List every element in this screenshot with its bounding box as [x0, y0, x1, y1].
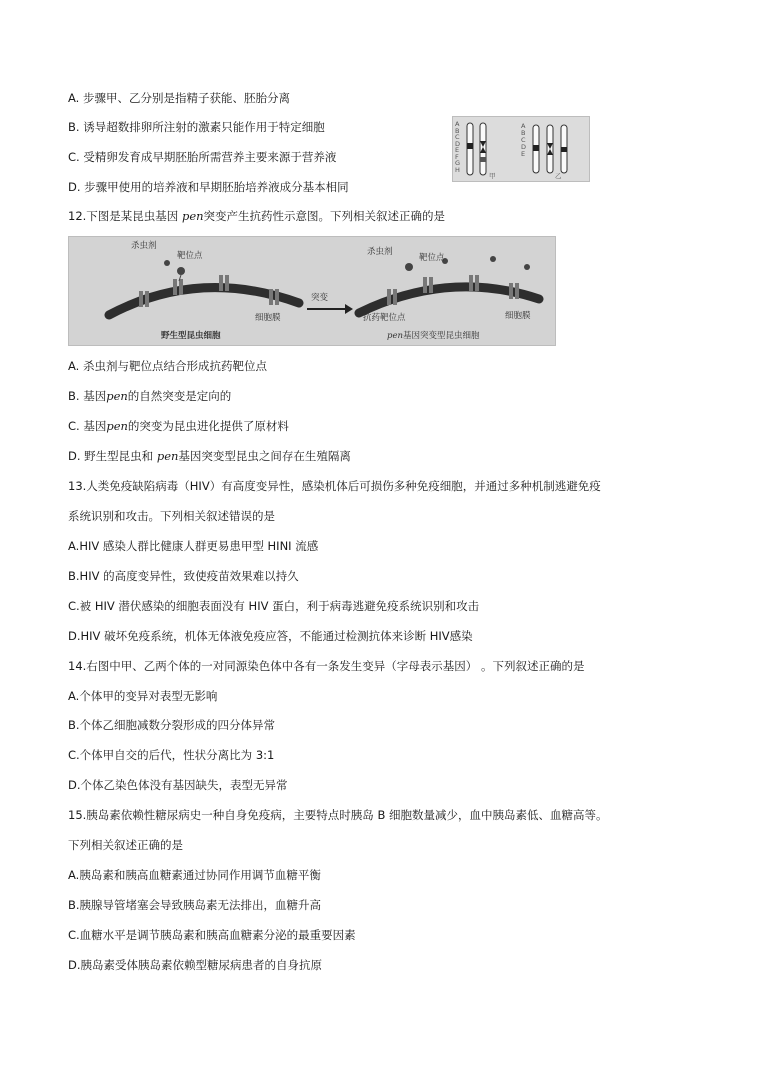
q11-option-b: B. 诱导超数排卵所注射的激素只能作用于特定细胞 — [68, 120, 325, 134]
caption-wild-type: 野生型昆虫细胞 — [161, 331, 221, 341]
q13-option-c: C.被 HIV 潜伏感染的细胞表面没有 HIV 蛋白，利于病毒逃避免疫系统识别和攻击 — [68, 599, 480, 613]
label-membrane-right: 细胞膜 — [505, 311, 531, 321]
q13-stem-line1: 13.人类免疫缺陷病毒（HIV）有高度变异性，感染机体后可损伤多种免疫细胞，并通过多种机制逃避免疫 — [68, 479, 601, 493]
q12-option-a: A. 杀虫剂与靶位点结合形成抗药靶位点 — [68, 359, 267, 373]
membrane-figure — [68, 236, 556, 346]
caption-mutant-text: 基因突变型昆虫细胞 — [402, 331, 480, 341]
q14-stem: 14.右图中甲、乙两个体的一对同源染色体中各有一条发生变异（字母表示基因） 。下列叙述正确的是 — [68, 659, 585, 673]
q13-option-b: B.HIV 的高度变异性，致使疫苗效果难以持久 — [68, 569, 299, 583]
q12-option-c-gene: pen — [106, 419, 128, 433]
q15-option-c: C.血糖水平是调节胰岛素和胰高血糖素分泌的最重要因素 — [68, 928, 356, 942]
q14-option-d: D.个体乙染色体没有基因缺失，表型无异常 — [68, 778, 288, 792]
label-insecticide-right: 杀虫剂 — [367, 247, 393, 257]
q12-option-b-gene: pen — [106, 389, 128, 403]
q12-option-d — [68, 448, 351, 464]
caption-mutant-gene: pen — [387, 331, 403, 341]
q11-option-c: C. 受精卵发育成早期胚胎所需营养主要来源于营养液 — [68, 150, 337, 164]
chromosome-caption-yi: 乙 — [555, 172, 562, 180]
q12-option-c-suffix: 的突变为昆虫进化提供了原材料 — [127, 419, 289, 433]
q14-option-a: A.个体甲的变异对表型无影响 — [68, 689, 218, 703]
q15-option-b: B.胰腺导管堵塞会导致胰岛素无法排出，血糖升高 — [68, 898, 322, 912]
q15-option-a: A.胰岛素和胰高血糖素通过协同作用调节血糖平衡 — [68, 868, 321, 882]
chromosome-gene-labels-left: A B C D E F G H — [455, 120, 461, 174]
q11-option-d: D. 步骤甲使用的培养液和早期胚胎培养液成分基本相同 — [68, 180, 349, 194]
q12-option-d-gene: pen — [156, 449, 179, 463]
chromosome-gene-labels-right: A B C D E — [521, 122, 527, 158]
q14-option-b: B.个体乙细胞减数分裂形成的四分体异常 — [68, 718, 276, 732]
q13-option-a: A.HIV 感染人群比健康人群更易患甲型 HINI 流感 — [68, 539, 319, 553]
q12-stem-suffix: 突变产生抗药性示意图。下列相关叙述正确的是 — [203, 209, 446, 223]
q12-option-d-prefix: D. 野生型昆虫和 — [68, 449, 157, 463]
label-target-site-right: 靶位点 — [419, 253, 445, 263]
q12-stem — [68, 208, 445, 224]
q12-option-c-prefix: C. 基因 — [68, 419, 107, 433]
label-mutation: 突变 — [311, 293, 329, 303]
label-target-site-left: 靶位点 — [177, 251, 203, 261]
label-membrane-left: 细胞膜 — [255, 313, 281, 323]
label-resistant-site: 抗药靶位点 — [363, 313, 406, 323]
chromosome-figure — [452, 116, 590, 182]
q12-option-b-prefix: B. 基因 — [68, 389, 107, 403]
q12-option-c — [68, 418, 289, 434]
q12-stem-prefix: 12.下图是某昆虫基因 — [68, 209, 179, 223]
q12-option-b — [68, 388, 231, 404]
q12-option-b-suffix: 的自然突变是定向的 — [127, 389, 232, 403]
q15-option-d: D.胰岛素受体胰岛素依赖型糖尿病患者的自身抗原 — [68, 958, 323, 972]
caption-mutant — [387, 329, 479, 341]
q12-gene: pen — [181, 209, 204, 223]
label-insecticide-left: 杀虫剂 — [131, 241, 157, 251]
chromosome-caption-jia: 甲 — [489, 172, 496, 180]
q12-option-d-suffix: 基因突变型昆虫之间存在生殖隔离 — [178, 449, 351, 463]
q15-stem-line2: 下列相关叙述正确的是 — [68, 838, 183, 852]
q14-option-c: C.个体甲自交的后代，性状分离比为 3:1 — [68, 748, 275, 762]
q13-option-d: D.HIV 破坏免疫系统，机体无体液免疫应答，不能通过检测抗体来诊断 HIV感染 — [68, 629, 473, 643]
q13-stem-line2: 系统识别和攻击。下列相关叙述错误的是 — [68, 509, 275, 523]
q11-option-a: A. 步骤甲、乙分别是指精子获能、胚胎分离 — [68, 91, 290, 105]
q15-stem-line1: 15.胰岛素依赖性糖尿病史一种自身免疫病，主要特点时胰岛 B 细胞数量减少，血中胰岛素低、血糖高等。 — [68, 808, 608, 822]
